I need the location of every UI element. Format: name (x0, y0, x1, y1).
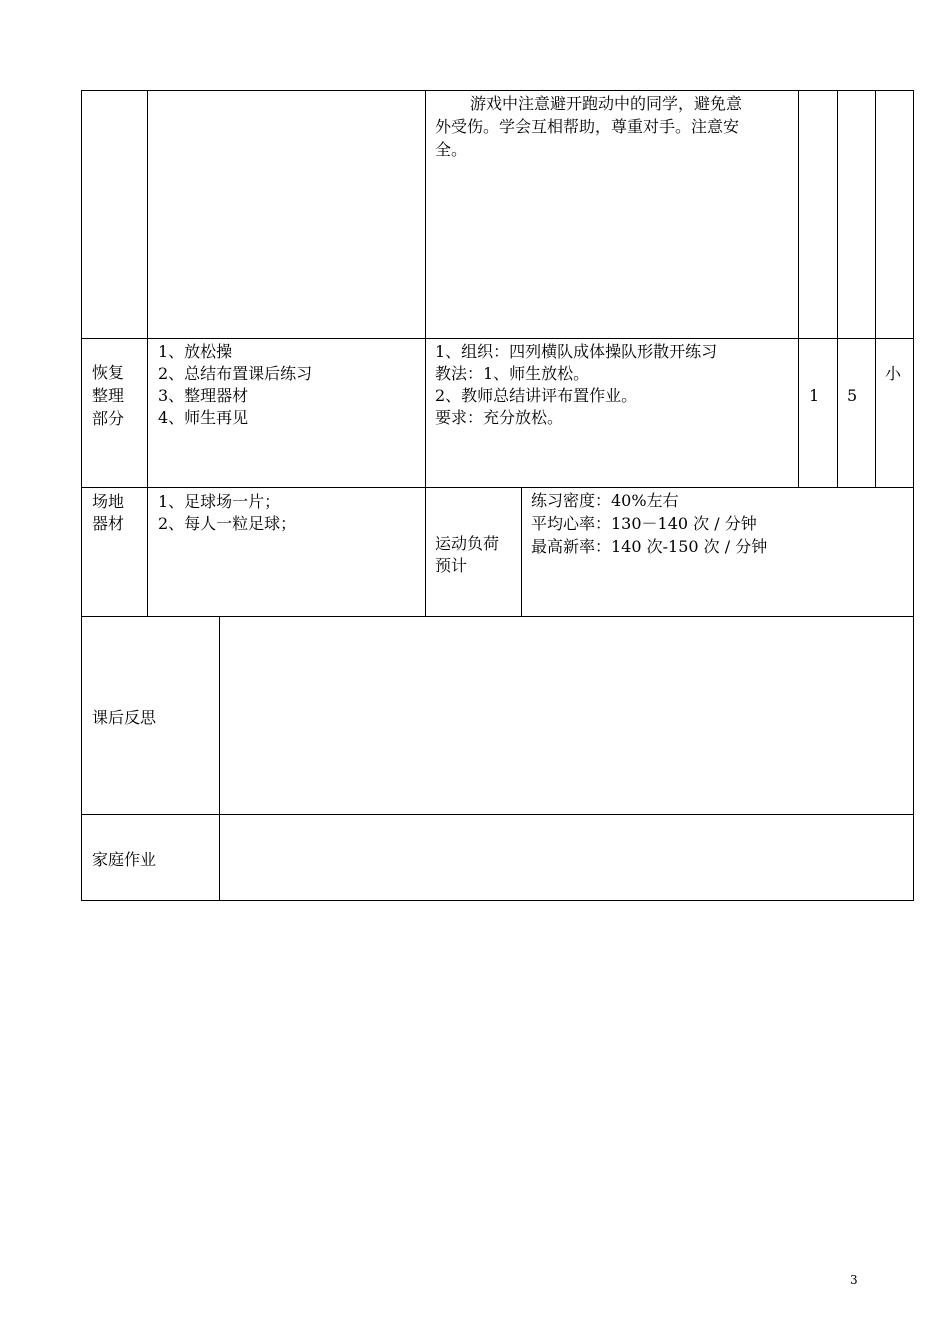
recovery-organization-line: 要求：充分放松。 (435, 408, 564, 427)
load-line: 平均心率：130－140 次 / 分钟 (531, 514, 757, 533)
recovery-organization-line: 教法：1、师生放松。 (435, 364, 590, 383)
table-line (81, 814, 914, 815)
venue-item: 1、足球场一片； (158, 492, 281, 511)
table-line (81, 90, 82, 901)
venue-item: 2、每人一粒足球； (158, 514, 297, 533)
recovery-label-line-3: 部分 (92, 409, 125, 428)
page-number: 3 (850, 1273, 858, 1287)
recovery-content-item: 4、师生再见 (158, 408, 249, 427)
table-line (81, 900, 914, 901)
table-line (521, 487, 522, 617)
recovery-organization-line: 1、组织：四列横队成体操队形散开练习 (435, 342, 718, 361)
recovery-content-item: 1、放松操 (158, 342, 233, 361)
recovery-content-item: 3、整理器材 (158, 386, 249, 405)
recovery-time: 5 (847, 386, 858, 405)
homework-content (226, 820, 906, 894)
recovery-label-line-1: 恢复 (92, 363, 125, 382)
load-line: 最高新率：140 次-150 次 / 分钟 (531, 537, 768, 556)
table-line (81, 487, 914, 488)
venue-label-line-1: 场地 (92, 492, 125, 511)
table-line (875, 90, 876, 488)
table-line (81, 616, 914, 617)
table-line (798, 90, 799, 488)
table-line (425, 90, 426, 617)
table-line (81, 90, 914, 91)
safety-note-line-2: 外受伤。学会互相帮助，尊重对手。注意安 (435, 117, 740, 136)
homework-label: 家庭作业 (92, 850, 157, 869)
safety-note-line-1: 游戏中注意避开跑动中的同学，避免意 (470, 94, 743, 113)
recovery-content-item: 2、总结布置课后练习 (158, 364, 313, 383)
venue-label-line-2: 器材 (92, 514, 125, 533)
load-line: 练习密度：40%左右 (531, 491, 679, 510)
reflection-content (226, 622, 906, 808)
table-line (147, 90, 148, 617)
recovery-intensity: 小 (885, 364, 902, 383)
recovery-organization-line: 2、教师总结讲评布置作业。 (435, 386, 638, 405)
load-label-line-2: 预计 (435, 556, 468, 575)
safety-note-line-3: 全。 (435, 140, 468, 159)
load-label-line-1: 运动负荷 (435, 534, 500, 553)
table-line (219, 616, 220, 901)
table-line (913, 90, 914, 901)
reflection-label: 课后反思 (92, 708, 157, 727)
table-line (81, 338, 914, 339)
recovery-label-line-2: 整理 (92, 386, 125, 405)
recovery-count: 1 (809, 386, 820, 405)
table-line (837, 90, 838, 488)
